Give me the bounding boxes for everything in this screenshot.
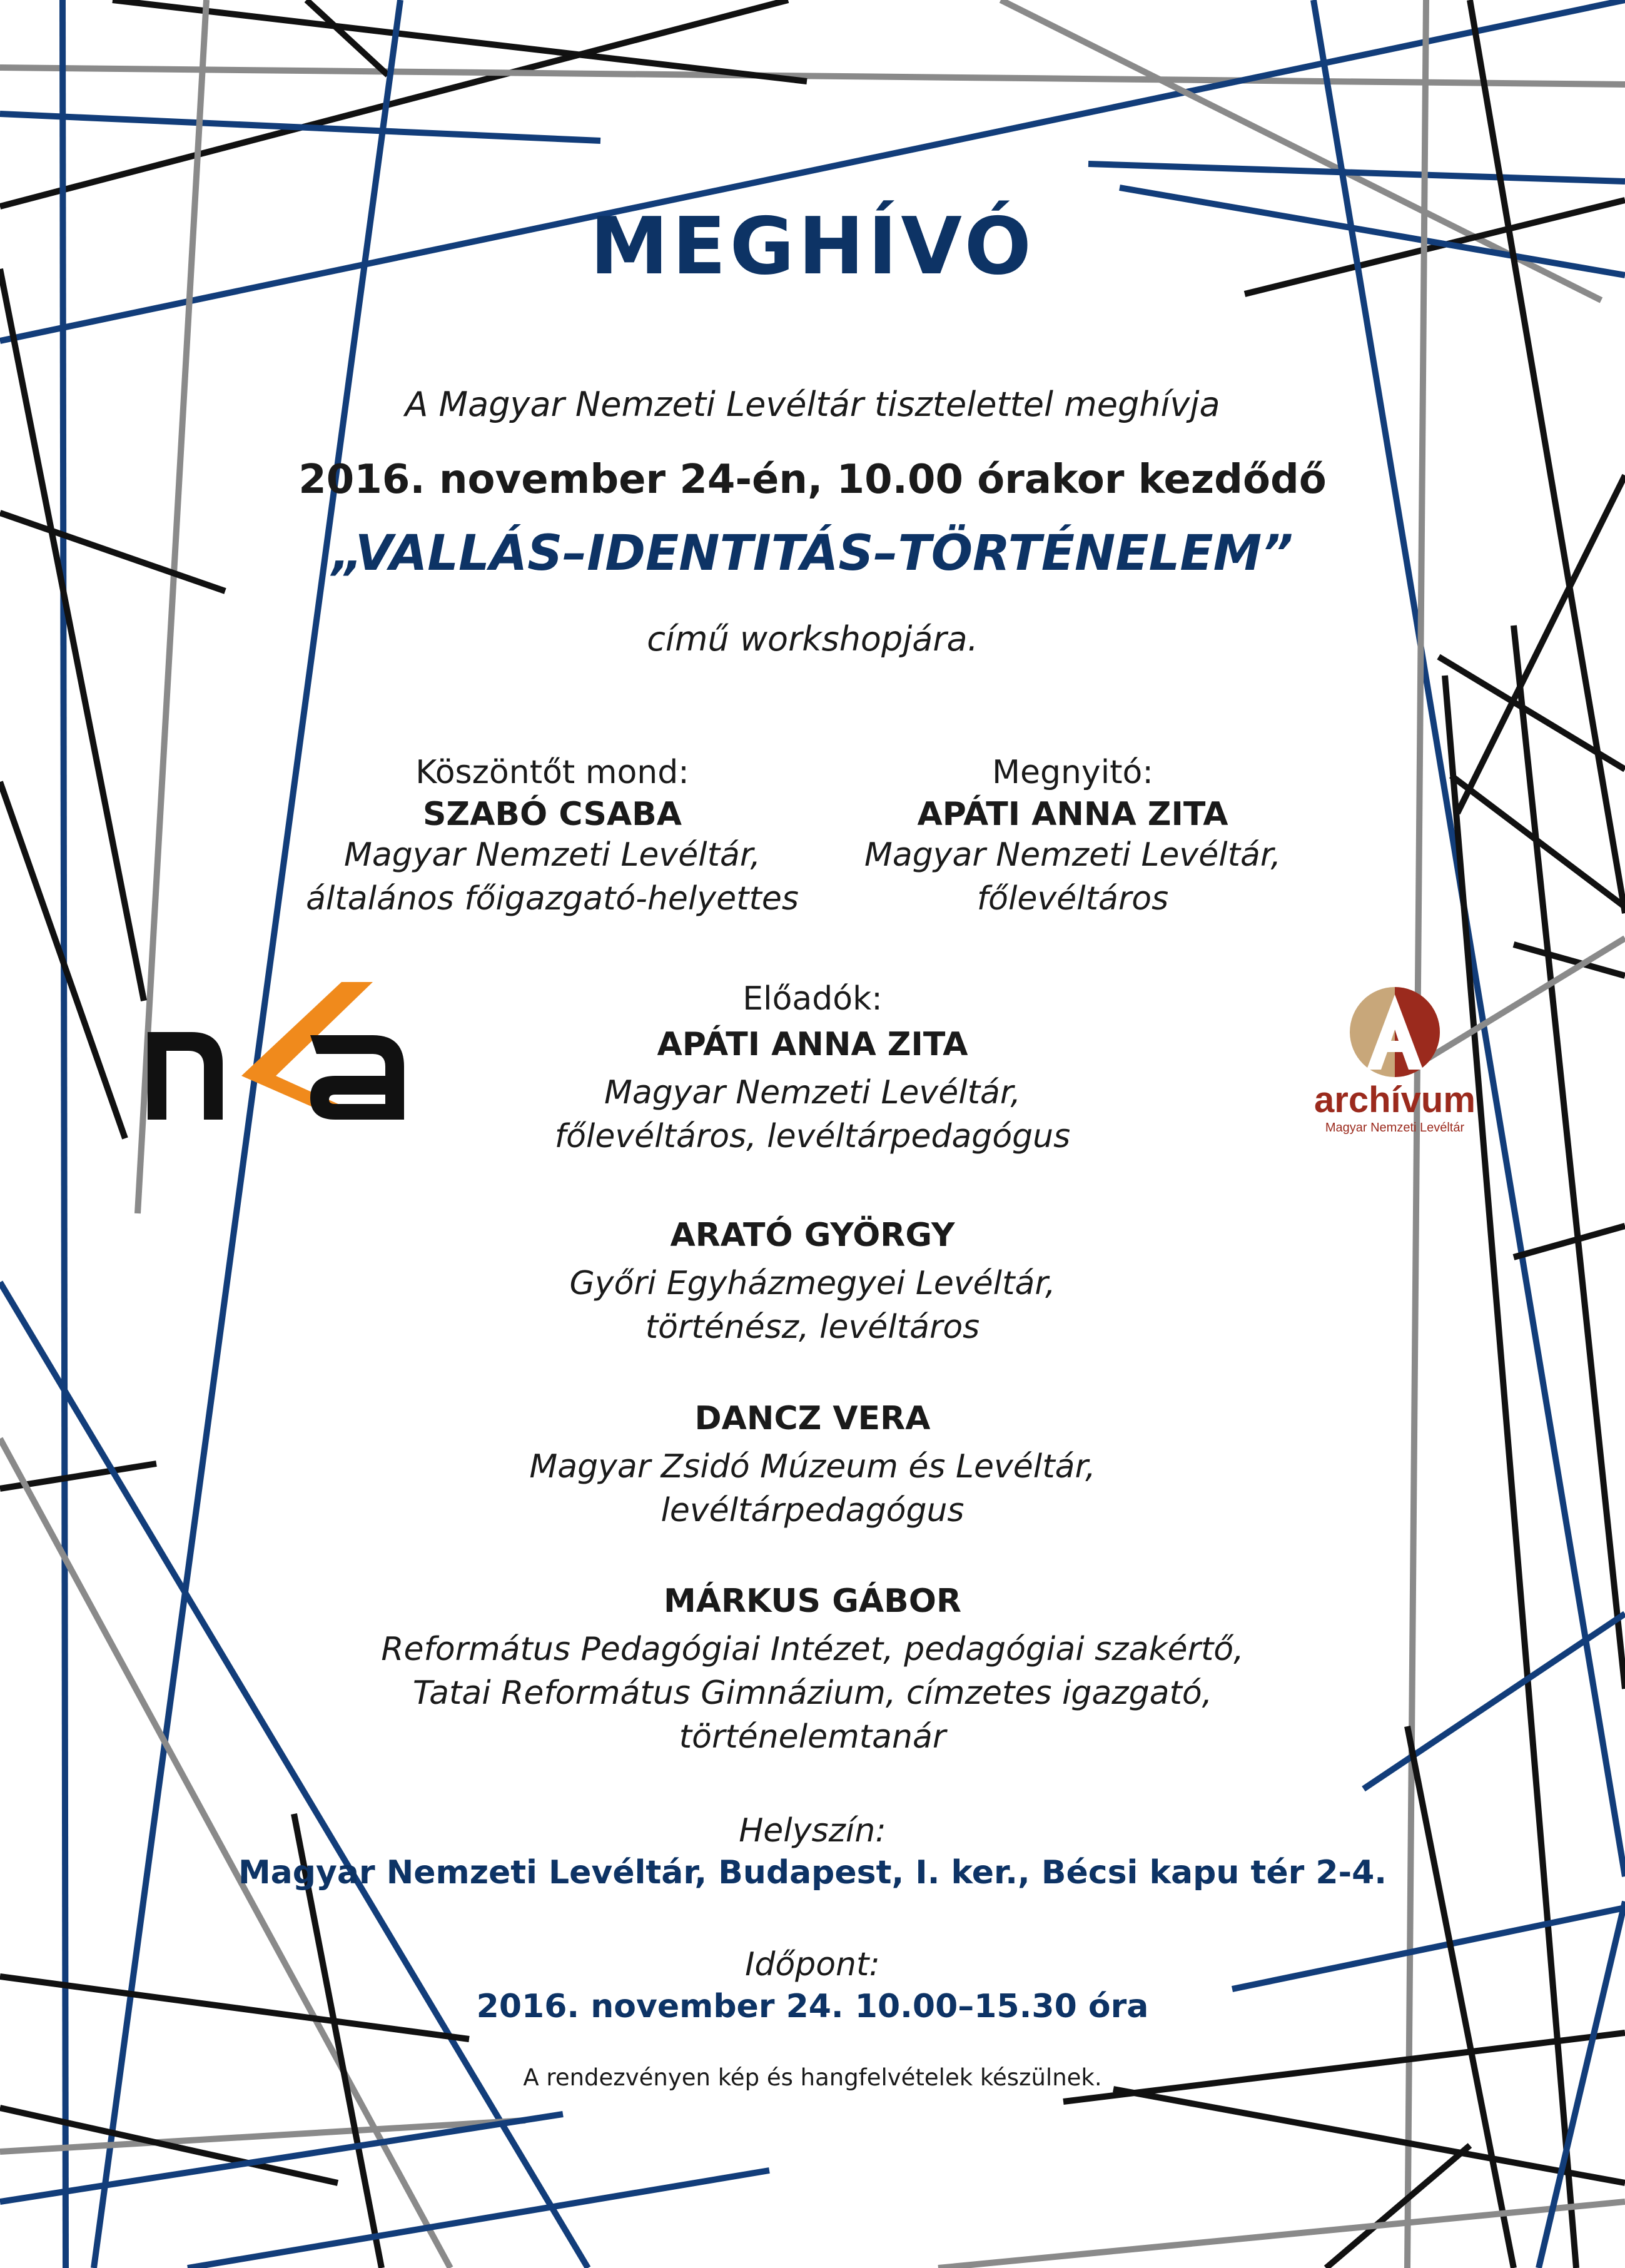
speaker-role: történelemtanár bbox=[679, 1718, 946, 1756]
time-label: Időpont: bbox=[745, 1946, 880, 1983]
speaker-role: levéltárpedagógus bbox=[661, 1492, 964, 1529]
welcome-label: Köszöntőt mond: bbox=[415, 754, 689, 791]
welcome-affiliation: Magyar Nemzeti Levéltár, bbox=[343, 836, 761, 874]
time-value: 2016. november 24. 10.00–15.30 óra bbox=[476, 1988, 1149, 2025]
archivum-subtitle: Magyar Nemzeti Levéltár bbox=[1325, 1121, 1465, 1135]
event-date-line: 2016. november 24-én, 10.00 órakor kezdődő bbox=[298, 457, 1327, 503]
speaker-block bbox=[0, 1582, 1625, 1759]
venue-value: Magyar Nemzeti Levéltár, Budapest, I. ker., Bécsi kapu tér 2-4. bbox=[238, 1854, 1387, 1891]
speaker-affiliation: Magyar Zsidó Múzeum és Levéltár, bbox=[529, 1448, 1096, 1486]
speaker-block bbox=[0, 1217, 1625, 1349]
archivum-wordmark: archívum bbox=[1314, 1080, 1476, 1120]
speaker-role: főlevéltáros, levéltárpedagógus bbox=[554, 1118, 1071, 1155]
speaker-affiliation: Győri Egyházmegyei Levéltár, bbox=[569, 1265, 1056, 1302]
opening-label: Megnyitó: bbox=[992, 754, 1153, 791]
speaker-name: DANCZ VERA bbox=[694, 1400, 931, 1437]
event-title: „VALLÁS–IDENTITÁS–TÖRTÉNELEM” bbox=[332, 525, 1293, 582]
speaker-name: MÁRKUS GÁBOR bbox=[664, 1582, 961, 1620]
speaker-block bbox=[0, 1400, 1625, 1532]
welcome-role: általános főigazgató-helyettes bbox=[306, 880, 799, 918]
intro-text: A Magyar Nemzeti Levéltár tisztelettel meghívja bbox=[405, 385, 1220, 424]
opening-role: főlevéltáros bbox=[976, 880, 1169, 918]
venue-label: Helyszín: bbox=[739, 1812, 886, 1850]
speaker-name: APÁTI ANNA ZITA bbox=[657, 1026, 968, 1063]
opening-speaker-name: APÁTI ANNA ZITA bbox=[917, 796, 1228, 833]
welcome-block bbox=[271, 751, 834, 921]
archivum-logo bbox=[1301, 976, 1489, 1145]
event-suffix: című workshopjára. bbox=[647, 619, 978, 659]
speaker-affiliation-2: Tatai Református Gimnázium, címzetes igazgató, bbox=[412, 1674, 1213, 1712]
speakers-label: Előadók: bbox=[742, 980, 883, 1018]
opening-affiliation: Magyar Nemzeti Levéltár, bbox=[864, 836, 1282, 874]
nka-logo bbox=[148, 976, 410, 1135]
speaker-affiliation: Magyar Nemzeti Levéltár, bbox=[604, 1074, 1021, 1111]
recording-note: A rendezvényen kép és hangfelvételek készülnek. bbox=[523, 2064, 1102, 2091]
page-title: MEGHÍVÓ bbox=[590, 200, 1035, 292]
welcome-speaker-name: SZABÓ CSABA bbox=[422, 796, 682, 833]
speaker-name: ARATÓ GYÖRGY bbox=[670, 1217, 955, 1254]
speaker-role: történész, levéltáros bbox=[645, 1309, 980, 1346]
opening-block bbox=[791, 751, 1354, 921]
speaker-affiliation: Református Pedagógiai Intézet, pedagógiai szakértő, bbox=[381, 1631, 1244, 1668]
